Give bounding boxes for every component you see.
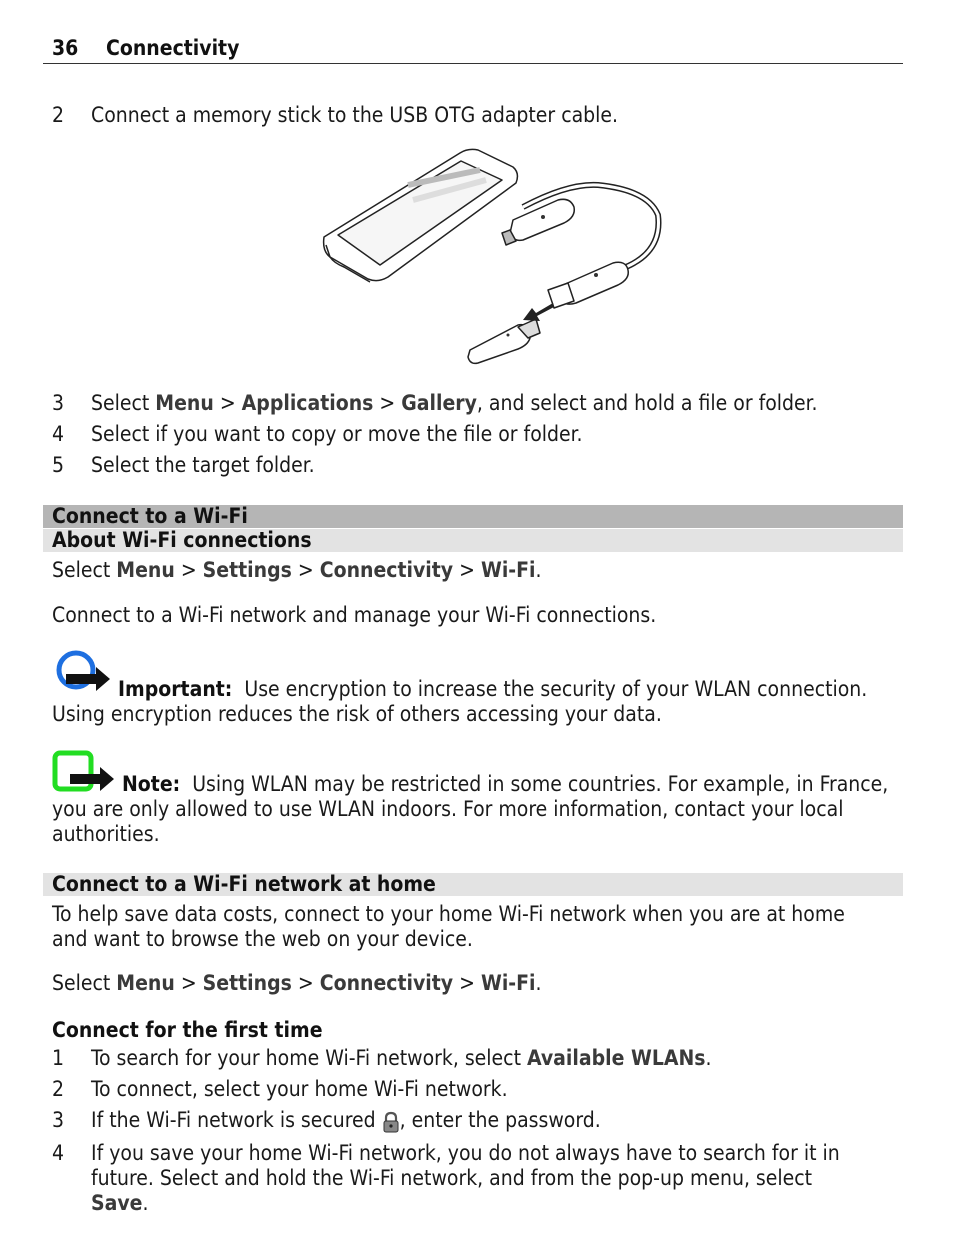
step-pre: Select (91, 391, 156, 415)
wifi-keyword: Wi-Fi (480, 971, 536, 995)
separator: > (174, 558, 203, 582)
step-text (91, 1046, 712, 1071)
path-pre: Select (52, 558, 117, 582)
step-pre: To search for your home Wi-Fi network, select (91, 1046, 527, 1070)
path-pre: Select (52, 971, 117, 995)
separator: > (453, 971, 481, 995)
subsection-heading-band (43, 873, 903, 896)
separator: > (453, 558, 481, 582)
applications-keyword: Applications (241, 391, 374, 415)
step-number: 4 (52, 422, 65, 446)
step-text-line-2: future. Select and hold the Wi-Fi network, and from the pop-up menu, select (91, 1166, 813, 1190)
subsection-title: About Wi-Fi connections (52, 528, 312, 552)
separator: > (373, 391, 402, 415)
gallery-keyword: Gallery (401, 391, 477, 415)
separator: > (291, 558, 320, 582)
period: . (705, 1046, 712, 1070)
important-text: Use encryption to increase the security of your WLAN connection. (244, 677, 868, 701)
connectivity-keyword: Connectivity (319, 558, 454, 582)
step-text: Select the target folder. (91, 453, 315, 477)
home-description-2: and want to browse the web on your device. (52, 927, 473, 951)
available-wlans-keyword: Available WLANs (526, 1046, 706, 1070)
step-number: 1 (52, 1046, 65, 1070)
note-line-2: you are only allowed to use WLAN indoors. For more information, contact your local (52, 797, 844, 821)
step-text (91, 1108, 601, 1133)
lock-icon (382, 1111, 400, 1133)
step-pre: If the Wi-Fi network is secured (91, 1108, 382, 1132)
important-line-1 (118, 677, 867, 702)
separator: > (291, 971, 320, 995)
page-number: 36 (52, 36, 79, 60)
step-post: , enter the password. (399, 1108, 601, 1132)
section-title: Connect to a Wi-Fi (52, 504, 248, 528)
step-post: , and select and hold a file or folder. (476, 391, 818, 415)
step-text-line-1: If you save your home Wi-Fi network, you do not always have to search for it in (91, 1141, 840, 1165)
header-rule (43, 63, 903, 64)
note-text: Using WLAN may be restricted in some countries. For example, in France, (192, 772, 889, 796)
settings-keyword: Settings (202, 971, 292, 995)
page-header (52, 36, 239, 60)
note-line-1 (122, 772, 888, 797)
step-text: Connect a memory stick to the USB OTG adapter cable. (91, 103, 619, 127)
about-description: Connect to a Wi-Fi network and manage your Wi-Fi connections. (52, 603, 657, 627)
period: . (535, 558, 542, 582)
step-number: 3 (52, 391, 65, 415)
menu-path (52, 971, 542, 996)
separator: > (174, 971, 203, 995)
step-text-line-3 (91, 1191, 149, 1216)
step-number: 5 (52, 453, 65, 477)
section-heading-band (43, 505, 903, 528)
menu-keyword: Menu (116, 971, 175, 995)
connectivity-keyword: Connectivity (319, 971, 454, 995)
subsection-title: Connect to a Wi-Fi network at home (52, 872, 436, 896)
step-number: 2 (52, 103, 65, 127)
wifi-keyword: Wi-Fi (480, 558, 536, 582)
menu-keyword: Menu (155, 391, 214, 415)
save-keyword: Save (91, 1191, 143, 1215)
chapter-title: Connectivity (106, 36, 240, 60)
subheading: Connect for the first time (52, 1018, 323, 1042)
step-number: 3 (52, 1108, 65, 1132)
step-text (91, 391, 818, 416)
period: . (142, 1191, 149, 1215)
settings-keyword: Settings (202, 558, 292, 582)
usb-otg-illustration (318, 145, 668, 365)
note-line-3: authorities. (52, 822, 160, 846)
subsection-heading-band (43, 529, 903, 552)
note-label: Note: (122, 772, 181, 796)
important-line-2: Using encryption reduces the risk of others accessing your data. (52, 702, 662, 726)
important-label: Important: (118, 677, 233, 701)
step-number: 4 (52, 1141, 65, 1165)
step-text: Select if you want to copy or move the file or folder. (91, 422, 583, 446)
period: . (535, 971, 542, 995)
step-number: 2 (52, 1077, 65, 1101)
menu-path (52, 558, 542, 583)
menu-keyword: Menu (116, 558, 175, 582)
step-text: To connect, select your home Wi-Fi network. (91, 1077, 508, 1101)
important-icon (52, 650, 112, 694)
home-description-1: To help save data costs, connect to your home Wi-Fi network when you are at home (52, 902, 845, 926)
note-icon (52, 750, 116, 794)
separator: > (213, 391, 242, 415)
